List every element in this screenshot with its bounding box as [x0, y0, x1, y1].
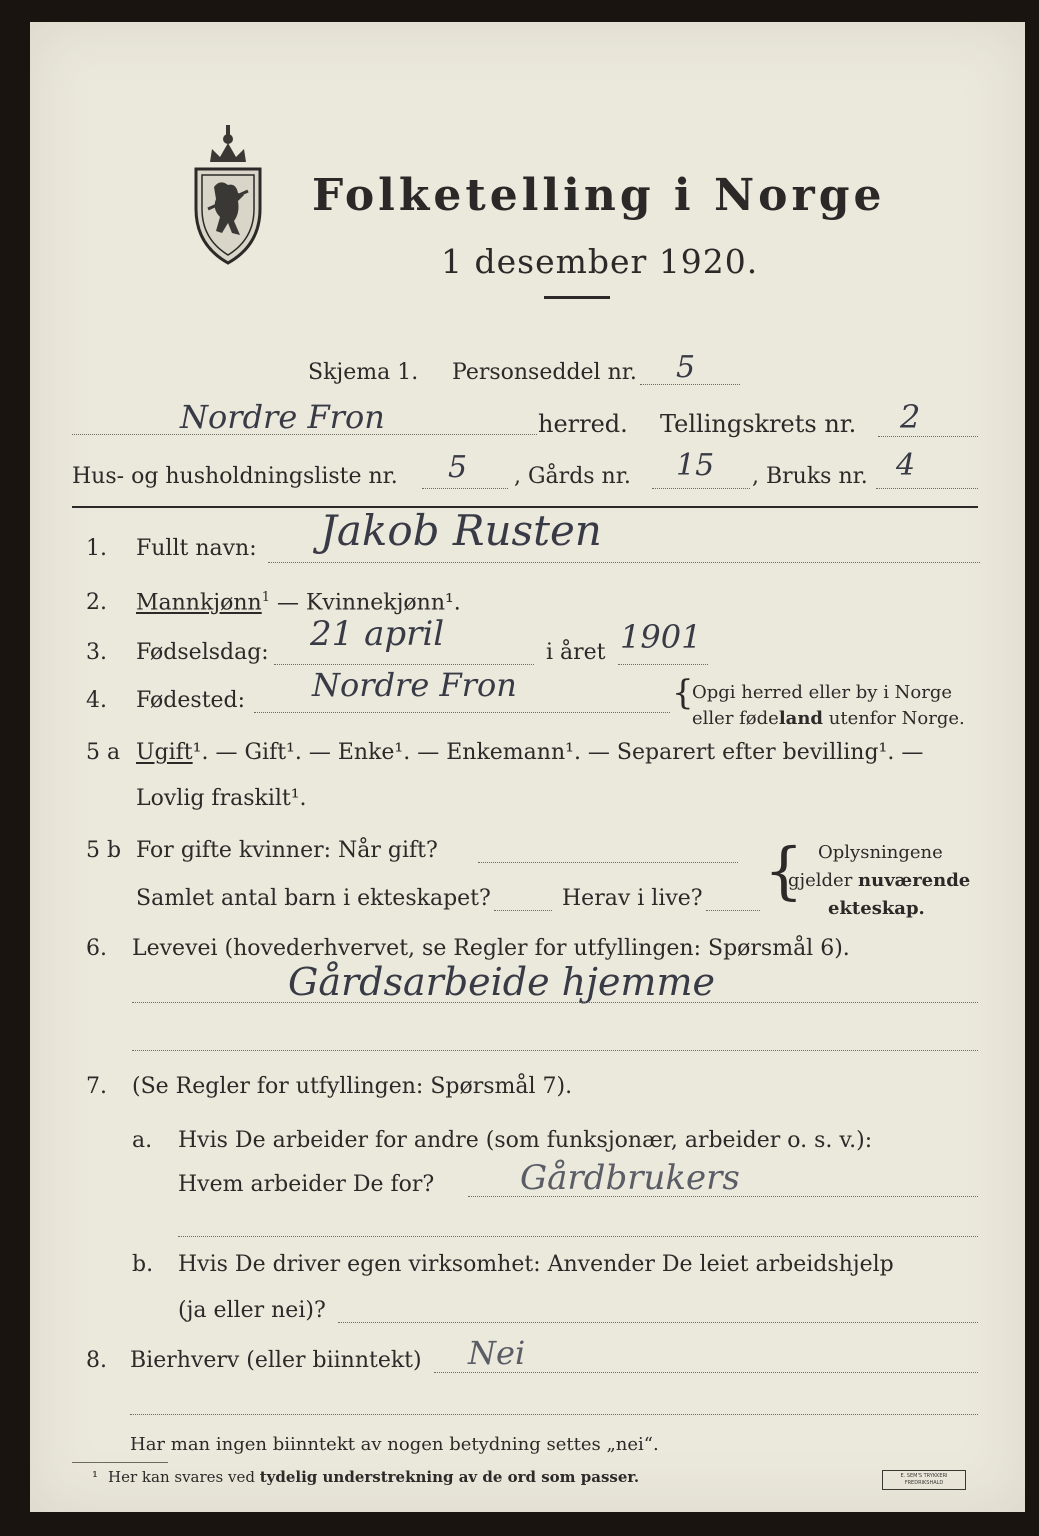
q4-note-line2 [692, 708, 965, 729]
q5b-herav: Herav i live? [562, 886, 703, 911]
bruks-line [876, 488, 978, 489]
q5b-note2-a: gjelder [788, 870, 859, 891]
tellingskrets-label: Tellingskrets nr. [660, 410, 857, 438]
q4-label: Fødested: [136, 688, 246, 713]
q8-line2 [130, 1414, 978, 1415]
q7a-question: Hvem arbeider De for? [178, 1172, 435, 1197]
q3-year-value: 1901 [620, 618, 702, 656]
q1-label: Fullt navn: [136, 536, 257, 561]
q6-number: 6. [86, 936, 107, 961]
q3-year-line [618, 664, 708, 665]
q7a-letter: a. [132, 1128, 153, 1153]
q4-number: 4. [86, 688, 107, 713]
q5b-line2: Samlet antal barn i ekteskapet? [136, 886, 491, 911]
q4-line [254, 712, 670, 713]
q3-value: 21 april [310, 614, 445, 654]
herred-label: herred. [538, 410, 628, 438]
printer-stamp [882, 1470, 966, 1490]
q3-number: 3. [86, 640, 107, 665]
gards-line [652, 488, 750, 489]
form-title: Folketelling i Norge [312, 170, 886, 221]
footer-note: Har man ingen biinntekt av nogen betydning settes „nei“. [130, 1434, 659, 1455]
q2-options [136, 590, 461, 615]
skjema-label: Skjema 1. [308, 360, 419, 385]
q7a-line2 [178, 1236, 978, 1237]
q3-date-line [274, 664, 534, 665]
footnote-text-a: Her kan svares ved [108, 1468, 260, 1486]
q1-line [268, 562, 980, 563]
herred-value: Nordre Fron [180, 398, 385, 436]
q6-label: Levevei (hovederhvervet, se Regler for utfyllingen: Spørsmål 6). [132, 936, 850, 961]
q1-number: 1. [86, 536, 107, 561]
q7b-line [338, 1322, 978, 1323]
census-form-sheet [30, 22, 1025, 1512]
q3-label: Fødselsdag: [136, 640, 269, 665]
hus-label: Hus- og husholdningsliste nr. [72, 464, 398, 489]
q6-value: Gårdsarbeide hjemme [288, 960, 715, 1004]
q4-note-line1: Opgi herred eller by i Norge [692, 682, 953, 703]
q5b-note3: ekteskap. [828, 898, 925, 919]
footer-divider [72, 1462, 168, 1463]
q5b-note2 [788, 870, 970, 891]
q5a-line2: Lovlig fraskilt¹. [136, 786, 307, 811]
q7a-value: Gårdbrukers [520, 1158, 740, 1198]
q3-year-label: i året [546, 640, 606, 665]
q7b-letter: b. [132, 1252, 154, 1277]
q5b-married-line [478, 862, 738, 863]
hus-value: 5 [448, 450, 468, 485]
q7-label: (Se Regler for utfyllingen: Spørsmål 7). [132, 1074, 573, 1099]
footnote [92, 1468, 639, 1486]
norway-coat-of-arms-icon [188, 117, 268, 267]
gards-label: , Gårds nr. [514, 464, 631, 489]
bruks-value: 4 [896, 448, 916, 483]
q5b-note1: Oplysningene [818, 842, 943, 863]
q2-male-option: Mannkjønn [136, 590, 262, 616]
q5a-ugift-option: Ugift [136, 740, 193, 765]
q5b-note2-bold: nuværende [858, 870, 971, 891]
q7a-text: Hvis De arbeider for andre (som funksjonær, arbeider o. s. v.): [178, 1128, 873, 1153]
q5a-number: 5 a [86, 740, 121, 765]
printer-stamp-text: E. SEM'S TRYKKERI FREDRIKSHALD [900, 1473, 948, 1486]
footnote-mark: ¹ [92, 1468, 99, 1486]
q2-male-sup: 1 [261, 590, 270, 605]
hus-line [422, 488, 508, 489]
gards-value: 15 [676, 448, 715, 483]
q6-line1 [132, 1002, 978, 1003]
footnote-text-bold: tydelig understrekning av de ord som passer. [259, 1468, 640, 1486]
bruks-label: , Bruks nr. [752, 464, 868, 489]
q8-label: Bierhverv (eller biinntekt) [130, 1348, 422, 1373]
q6-line2 [132, 1050, 978, 1051]
q5b-number: 5 b [86, 838, 122, 863]
q2-female-option: — Kvinnekjønn¹. [277, 590, 461, 616]
q4-note-line2-a: eller føde [692, 708, 779, 729]
q5b-brace: { [764, 834, 804, 907]
q4-brace: { [672, 673, 694, 713]
q4-note-line2-b: utenfor Norge. [823, 708, 965, 729]
q7-number: 7. [86, 1074, 107, 1099]
tellingskrets-value: 2 [900, 398, 921, 436]
q8-line [434, 1372, 978, 1373]
q7b-question: (ja eller nei)? [178, 1298, 326, 1323]
personseddel-value: 5 [676, 350, 696, 385]
q5a-options [136, 740, 923, 765]
q8-number: 8. [86, 1348, 107, 1373]
q5b-line1: For gifte kvinner: Når gift? [136, 838, 438, 863]
q5b-alive-line [706, 910, 760, 911]
q5a-other-options: ¹. — Gift¹. — Enke¹. — Enkemann¹. — Separert efter bevilling¹. — [192, 740, 924, 765]
q4-note-line2-bold: land [778, 708, 824, 729]
tellingskrets-line [878, 436, 978, 437]
title-divider [544, 296, 610, 299]
q8-value: Nei [468, 1334, 526, 1372]
q1-value: Jakob Rusten [320, 506, 602, 555]
q5b-children-line [494, 910, 552, 911]
census-date: 1 desember 1920. [441, 242, 759, 281]
q4-value: Nordre Fron [312, 666, 517, 704]
q7b-text: Hvis De driver egen virksomhet: Anvender De leiet arbeidshjelp [178, 1252, 894, 1277]
q2-number: 2. [86, 590, 107, 615]
personseddel-label: Personseddel nr. [452, 360, 637, 385]
